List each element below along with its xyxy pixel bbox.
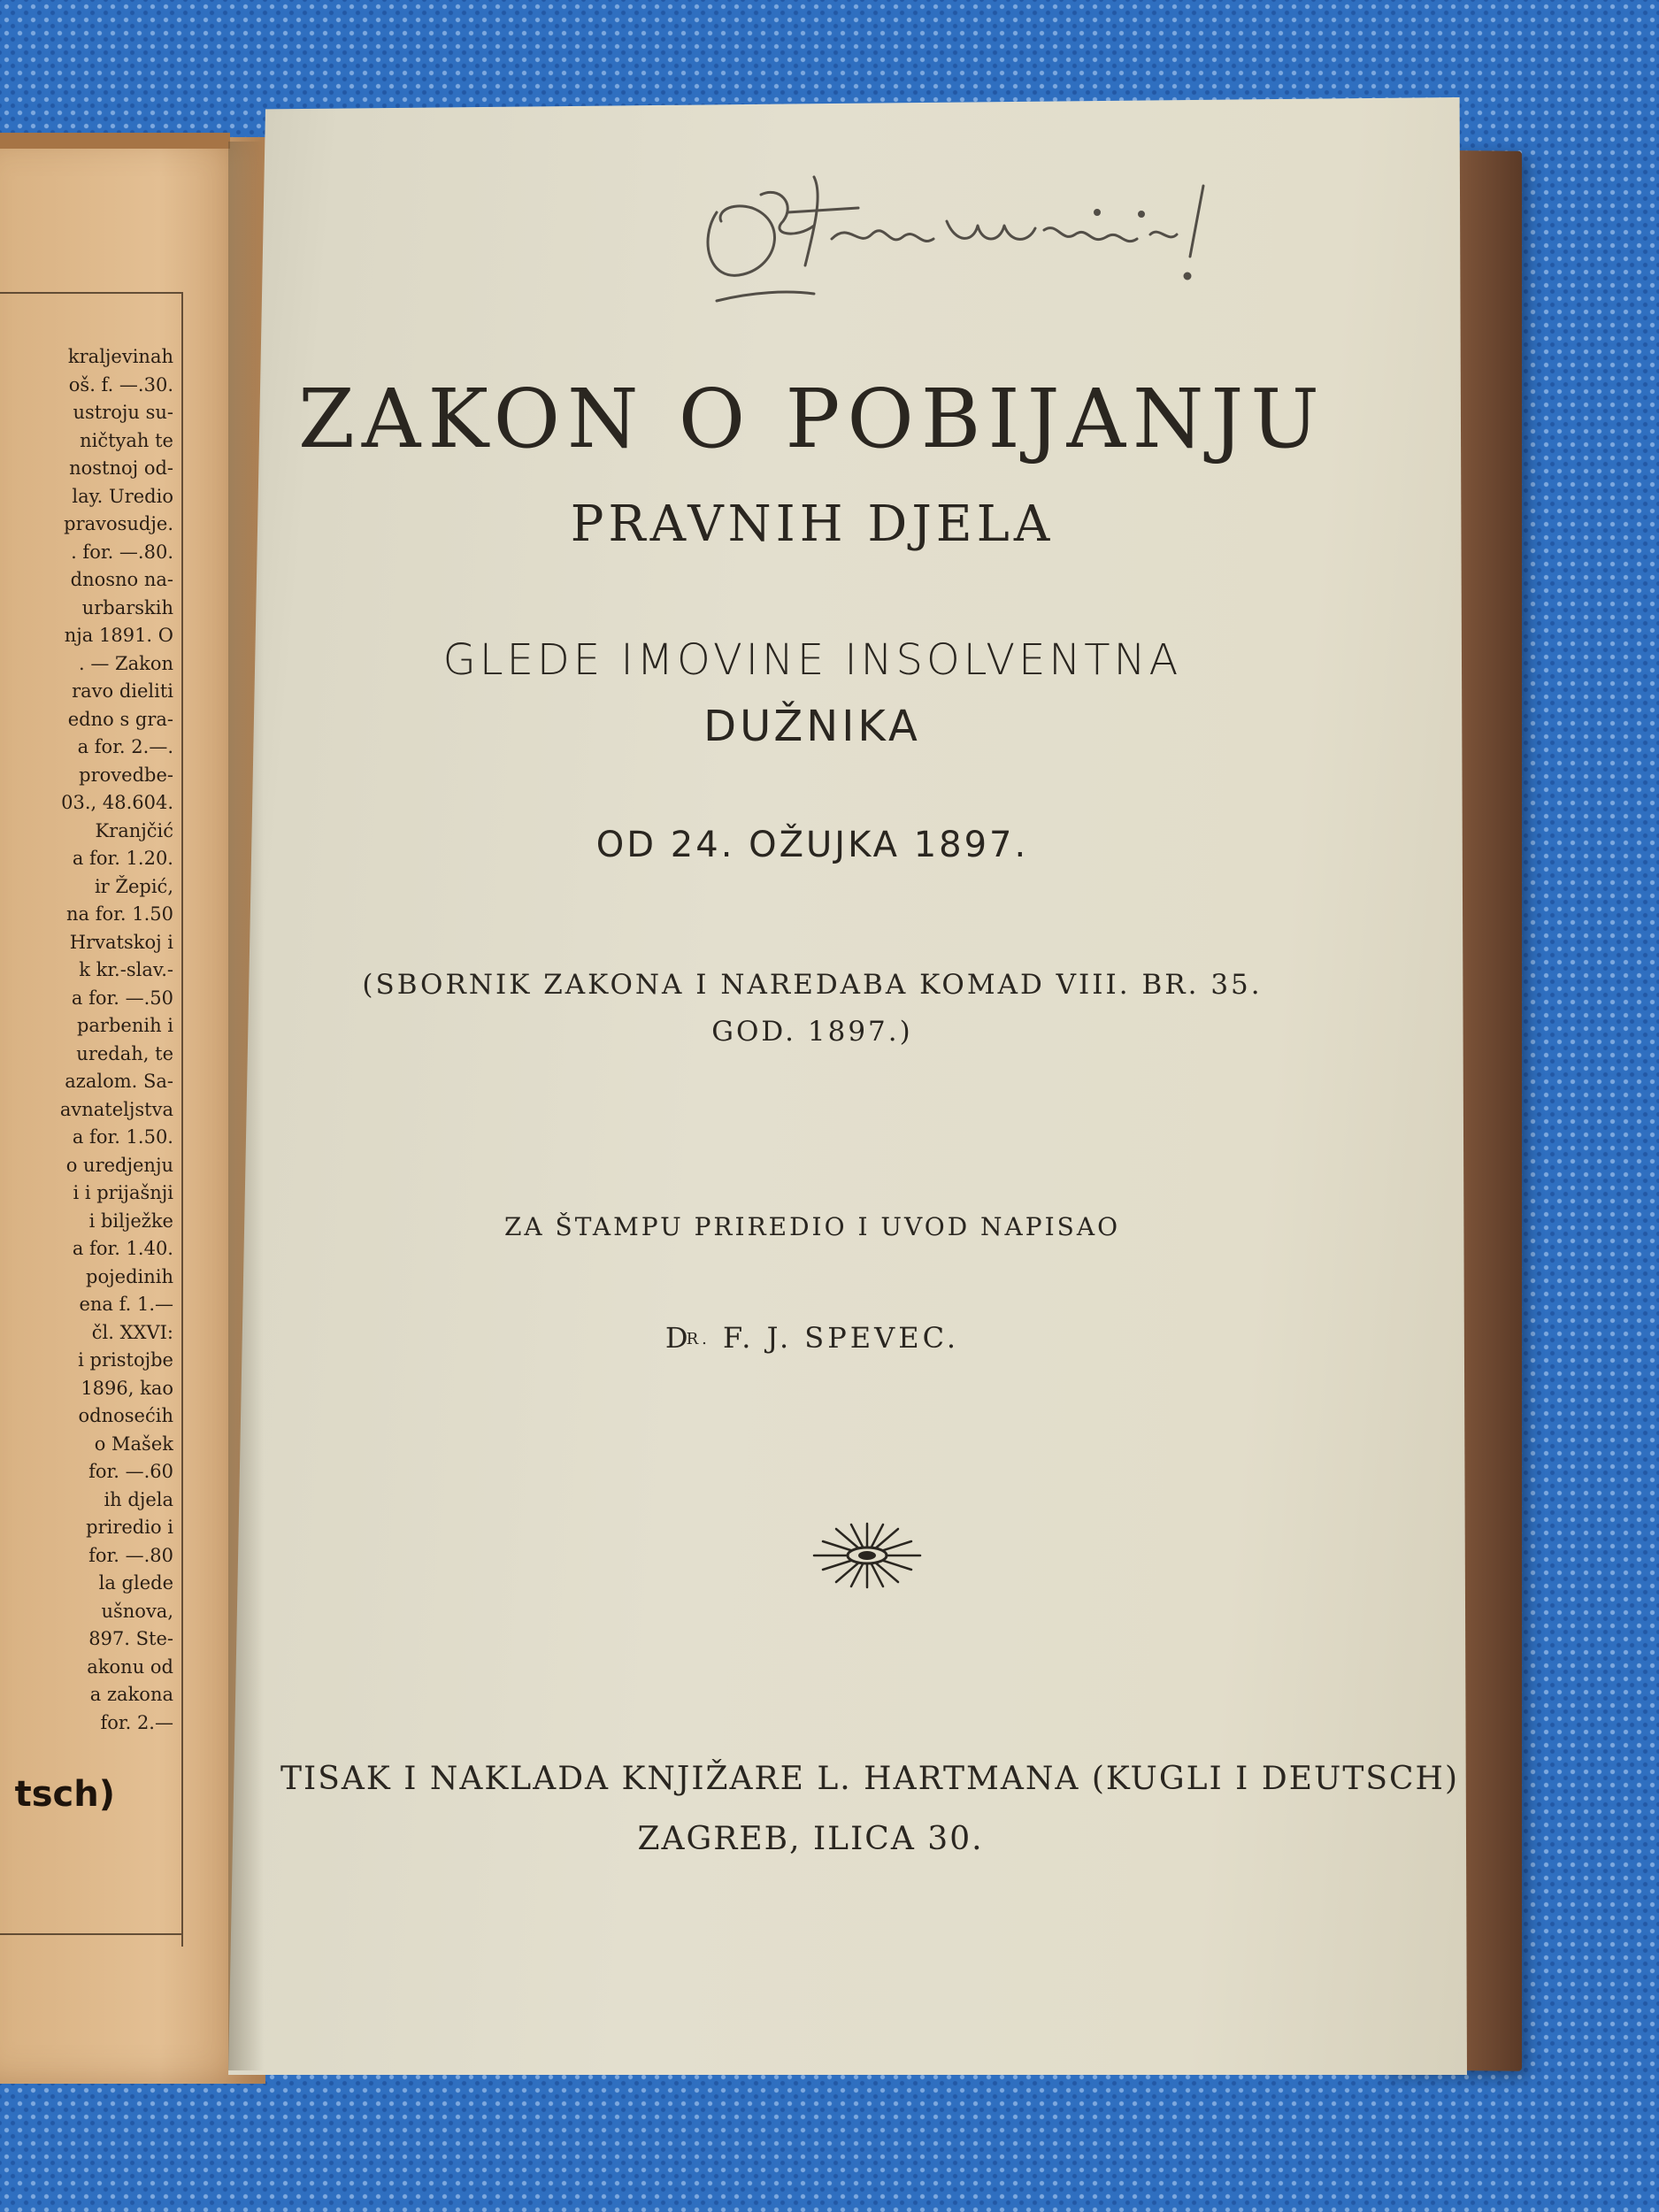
left-page-line: 1896, kao [81, 1377, 173, 1399]
law-date: OD 24. OŽUJKA 1897. [595, 825, 1029, 865]
publisher-line-1: TISAK I NAKLADA KNJIŽARE L. HARTMANA (KUGLI I DEUTSCH) [280, 1761, 1459, 1797]
left-page-rule-vertical [181, 292, 183, 1947]
book-subtitle: PRAVNIH DJELA [570, 495, 1055, 553]
author-prefix: D [664, 1321, 692, 1355]
left-page-line: a for. —.50 [71, 987, 173, 1009]
left-page-line: ničtyah te [80, 429, 173, 451]
left-page-line: odnosećih [78, 1405, 173, 1426]
left-page-line: lay. Uredio [72, 485, 173, 507]
source-reference-line-1: (SBORNIK ZAKONA I NAREDABA KOMAD VIII. BR. 35. [362, 969, 1263, 1001]
left-page-line: ir Žepić, [94, 875, 173, 897]
left-page-line: priredio i [86, 1517, 173, 1538]
editor-line: ZA ŠTAMPU PRIREDIO I UVOD NAPISAO [503, 1212, 1121, 1241]
left-page-line: for. —.80 [88, 1544, 173, 1566]
left-page-line: . — Zakon [78, 652, 173, 674]
left-page-line: ih djela [104, 1488, 173, 1510]
left-page-line: uredah, te [76, 1042, 173, 1064]
left-page-line: for. —.60 [88, 1461, 173, 1482]
book-title: ZAKON O POBIJANJU [298, 372, 1326, 466]
left-page-line: parbenih i [76, 1015, 173, 1036]
left-page-rule-top [0, 292, 181, 294]
left-page-line: a for. 1.40. [72, 1238, 173, 1259]
left-page-line: a for. 2.—. [77, 736, 173, 757]
left-page-line: k kr.-slav.- [79, 959, 173, 980]
book-subtitle-2-line-2: DUŽNIKA [703, 702, 921, 751]
left-page-line: čl. XXVI: [91, 1321, 173, 1343]
left-page-line: avnateljstva [59, 1098, 173, 1120]
left-page-footer: tsch) [14, 1774, 115, 1815]
left-page-line: provedbe- [79, 764, 173, 786]
left-page-line: a zakona [89, 1684, 173, 1705]
author-line [193, 1321, 1432, 1355]
left-page-line: pravosudje. [64, 513, 173, 534]
left-page-line: o uredjenju [65, 1154, 173, 1176]
left-page-line: o Mašek [94, 1432, 173, 1455]
left-page-line: la glede [98, 1572, 173, 1594]
left-page-line: i i prijašnji [73, 1182, 173, 1203]
left-page-line: i bilježke [88, 1210, 173, 1232]
left-page-line: urbarskih [81, 596, 173, 618]
author-prefix-superscript: R. [686, 1330, 710, 1348]
left-page-line: dnosno na- [70, 569, 173, 590]
left-page-line: edno s gra- [67, 708, 173, 730]
left-page-line: Hrvatskoj i [69, 931, 173, 953]
sunburst-ornament-icon [810, 1520, 925, 1591]
left-page-line: 897. Ste- [88, 1628, 173, 1649]
left-page-text-column [0, 343, 173, 1737]
book-subtitle-2-line-1: GLEDE IMOVINE INSOLVENTNA [442, 635, 1182, 685]
left-page-line: nostnoj od- [69, 457, 173, 479]
left-page-line: . for. —.80. [71, 541, 173, 563]
left-page-line: i pristojbe [78, 1349, 173, 1371]
left-page-line: oš. f. —.30. [68, 373, 173, 396]
left-page-line: a for. 1.20. [72, 848, 173, 869]
handwritten-signature [681, 159, 1248, 310]
left-page-line: akonu od [87, 1655, 173, 1678]
left-page-line: ena f. 1.— [79, 1294, 173, 1315]
left-page-line: kraljevinah [67, 346, 173, 367]
left-page-line: pojedinih [86, 1265, 173, 1287]
author-name: F. J. SPEVEC. [723, 1321, 960, 1355]
left-page-line: 03., 48.604. [61, 792, 173, 813]
left-page-line: na for. 1.50 [66, 903, 173, 925]
left-page-line: azalom. Sa- [65, 1071, 173, 1092]
publisher-line-2: ZAGREB, ILICA 30. [637, 1821, 984, 1857]
left-page-line: ustroju su- [73, 402, 173, 423]
left-page-rule-bottom [0, 1933, 181, 1935]
left-page-line: for. 2.— [100, 1711, 173, 1733]
left-page-top-edge [0, 133, 230, 149]
left-page-line: Kranjčić [95, 819, 173, 841]
left-page-line: a for. 1.50. [72, 1126, 173, 1148]
source-reference-line-2: GOD. 1897.) [711, 1016, 913, 1048]
left-page-line: nja 1891. O [64, 625, 173, 646]
left-page-line: ušnova, [101, 1600, 173, 1622]
left-page-line: ravo dieliti [72, 680, 173, 702]
